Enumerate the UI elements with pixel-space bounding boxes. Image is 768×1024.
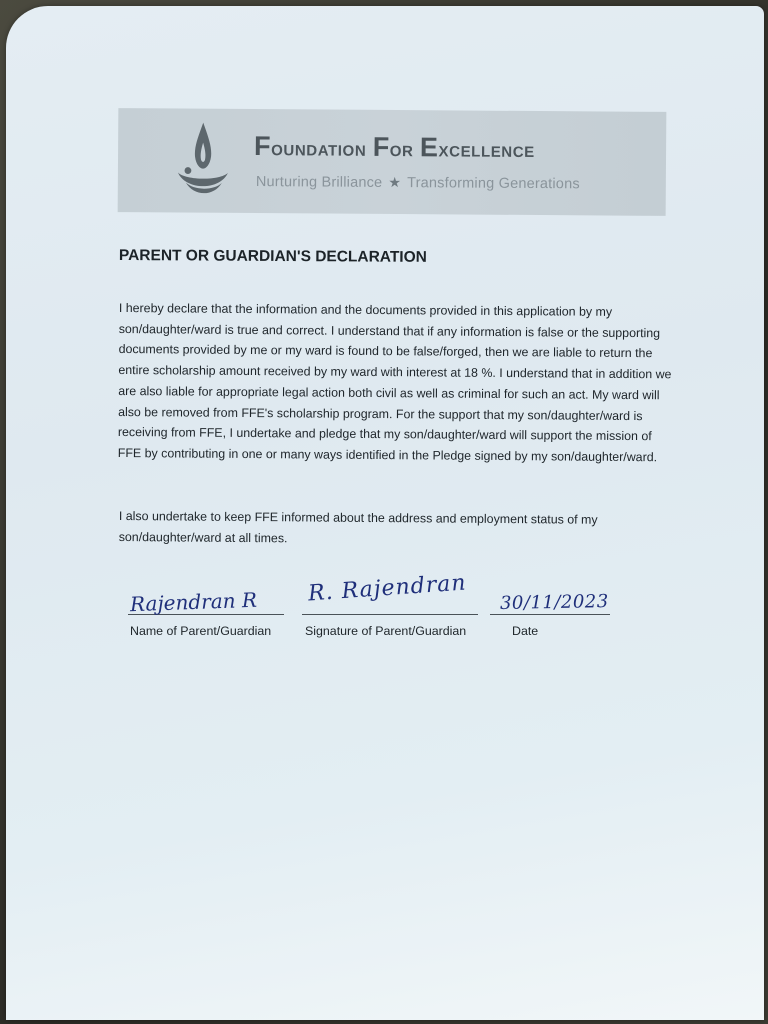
declaration-paragraph-1: I hereby declare that the information and the documents provided in this application by my son/daughter/ward is true and correct. I understand that if any information is false or the supporting documents provided by me or my ward is found to be false/forged, then we are liable to return the entire scholarship amount received by my ward with interest at 18 %. I understand that in addition we are also liable for appropriate legal action both civil as well as criminal for such an act. My ward will also be removed from FFE's scholarship program. For the support that my son/daughter/ward is receiving from FFE, I undertake and pledge that my son/daughter/ward will support the mission of FFE by contributing in one or many ways identified in the Pledge signed by my son/daughter/ward. — [117, 300, 672, 465]
handwritten-signature: R. Rajendran — [307, 570, 468, 607]
signature-line — [302, 614, 478, 615]
letterhead-banner — [118, 108, 667, 216]
document-page — [6, 6, 764, 1020]
handwritten-name: Rajendran R — [129, 587, 258, 617]
handwritten-date: 30/11/2023 — [499, 591, 609, 614]
star-icon: ★ — [388, 173, 402, 191]
signature-block — [122, 566, 642, 656]
declaration-heading: PARENT OR GUARDIAN'S DECLARATION — [118, 247, 427, 266]
organization-name: Foundation For Excellence — [254, 131, 535, 163]
date-label: Date — [512, 624, 539, 638]
date-line — [490, 614, 610, 615]
flame-logo-icon — [168, 116, 239, 202]
signature-label: Signature of Parent/Guardian — [305, 624, 467, 638]
name-label: Name of Parent/Guardian — [130, 624, 272, 638]
declaration-paragraph-2: I also undertake to keep FFE informed about the address and employment status of my son/daughter/ward at all times. — [118, 508, 598, 546]
organization-tagline: Nurturing Brilliance ★ Transforming Generations — [255, 173, 580, 193]
